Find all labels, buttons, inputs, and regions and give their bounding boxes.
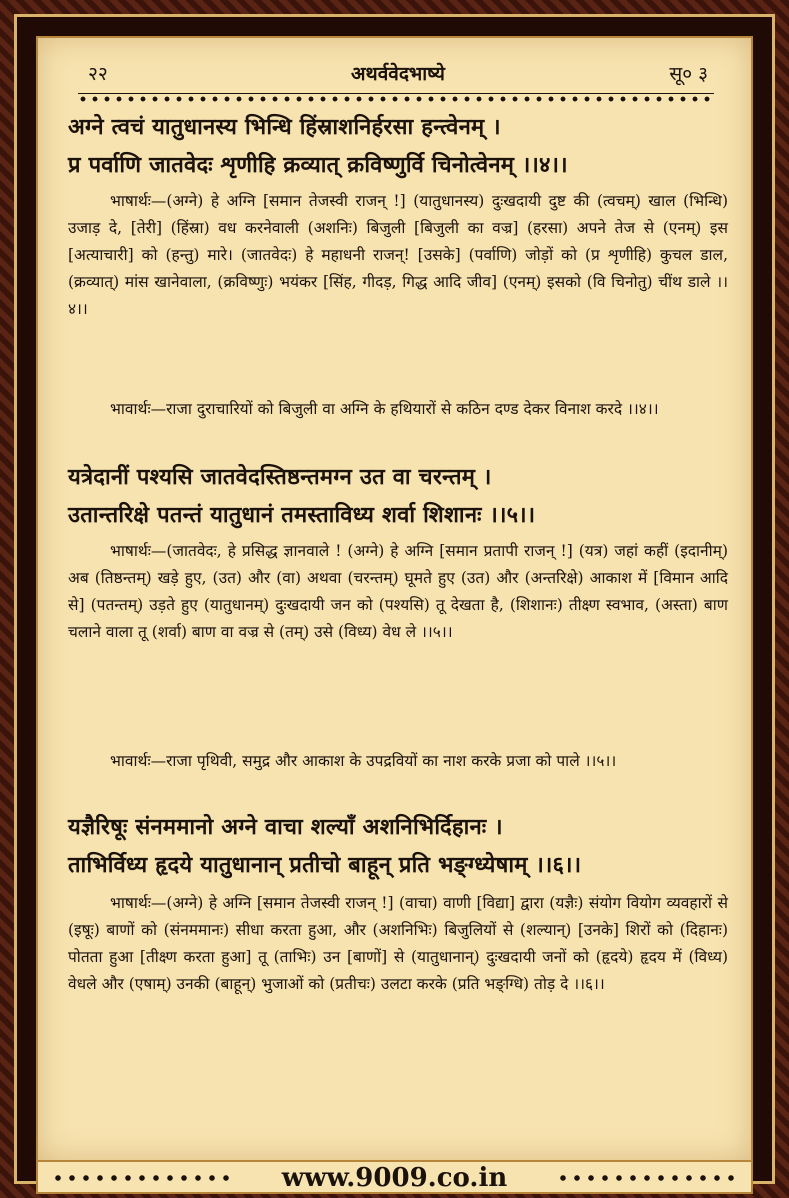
mantra-6-line-2: ताभिर्विध्य हृदये यातुधानान् प्रतीचो बाहून् प्रति भङ्ग्ध्येषाम् ।।६।।	[68, 852, 582, 878]
bhashya-6: भाषार्थः—(अग्ने) हे अग्नि [समान तेजस्वी राजन् !] (वाचा) वाणी [विद्या] द्वारा (यज्ञैः) संयोग वियोग व्यवहारों से (इषूः) बाणों को (संनममानः) सीधा करता हुआ, और (अशनिभिः) बिजुलियों से (शल्यान्) [उनके] शिरों को (दिहानः) पोतता हुआ [तीक्ष्ण करता हुआ] तू (ताभिः) उन [बाणों] से (यातुधानान्) दुःखदायी जनों को (हृदये) हृदय में (विध्य) वेधले और (एषाम्) उनकी (बाहून्) भुजाओं को (प्रतीचः) उलटा करके (प्रति भङ्ग्धि) तोड़ दे ।।६।।	[68, 894, 728, 993]
mantra-5-line-2: उतान्तरिक्षे पतन्तं यातुधानं तमस्ताविध्य शर्वा शिशानः ।।५।।	[68, 502, 536, 528]
mantra-5-line-1: यत्रेदानीं पश्यसि जातवेदस्तिष्ठन्तमग्न उत वा चरन्तम् ।	[68, 464, 492, 490]
footer-website: www.9009.co.in	[281, 1163, 508, 1193]
mantra-6	[68, 808, 728, 884]
header-rule	[78, 93, 714, 104]
page-title: अथर्ववेदभाष्ये	[351, 63, 445, 85]
bhashya-4: भाषार्थः—(अग्ने) हे अग्नि [समान तेजस्वी राजन् !] (यातुधानस्य) दुःखदायी दुष्ट की (त्वचम्) खाल (भिन्धि) उजाड़ दे, [तेरी] (हिंस्रा) वध करनेवाली (अशनिः) बिजुली [बिजुली का वज्र] (हरसा) अपने तेज से (एनम्) इस [अत्याचारी] को (हन्तु) मारे। (जातवेदः) हे महाधनी राजन्! [उसके] (पर्वाणि) जोड़ों को (प्र शृणीहि) कुचल डाल, (क्रव्यात्) मांस खानेवाला, (क्रविष्णुः) भयंकर [सिंह, गीदड़, गिद्ध आदि जीव] (एनम्) इसको (वि चिनोतु) चींथ डाले ।।४।।	[68, 192, 728, 318]
bhavartha-5: भावार्थः—राजा पृथिवी, समुद्र और आकाश के उपद्रवियों का नाश करके प्रजा को पाले ।।५।।	[110, 752, 617, 770]
mantra-4	[68, 108, 728, 184]
mantra-4-line-1: अग्ने त्वचं यातुधानस्य भिन्धि हिंस्राशनिर्हरसा हन्त्वेनम् ।	[68, 114, 501, 140]
page-number: २२	[88, 63, 108, 85]
mantra-5	[68, 458, 728, 534]
page-header	[78, 60, 718, 90]
bhashya-5: भाषार्थः—(जातवेदः, हे प्रसिद्ध ज्ञानवाले ! (अग्ने) हे अग्नि [समान प्रतापी राजन् !] (यत्र) जहां कहीं (इदानीम्) अब (तिष्ठन्तम्) खड़े हुए, (उत) और (वा) अथवा (चरन्तम्) घूमते हुए (उत) और (अन्तरिक्षे) आकाश में [विमान आदि से] (पतन्तम्) उड़ते हुए (यातुधानम्) दुःखदायी जन को (पश्यसि) तू देखता है, (शिशानः) तीक्ष्ण स्वभाव, (अस्ता) बाण चलाने वाला तू (शर्वा) बाण वा वज्र से (तम्) उसे (विध्य) वेध ले ।।५।।	[68, 542, 728, 641]
mantra-6-line-1: यज्ञैरिषूः संनममानो अग्ने वाचा शल्याँ अशनिभिर्दिहानः ।	[68, 814, 503, 840]
sutra-number: सू० ३	[669, 63, 708, 85]
bhavartha-4: भावार्थः—राजा दुराचारियों को बिजुली वा अग्नि के हथियारों से कठिन दण्ड देकर विनाश करदे ।।४।।	[110, 400, 659, 418]
mantra-4-line-2: प्र पर्वाणि जातवेदः शृणीहि क्रव्यात् क्रविष्णुर्वि चिनोत्वेनम् ।।४।।	[68, 152, 568, 178]
page	[36, 36, 753, 1162]
